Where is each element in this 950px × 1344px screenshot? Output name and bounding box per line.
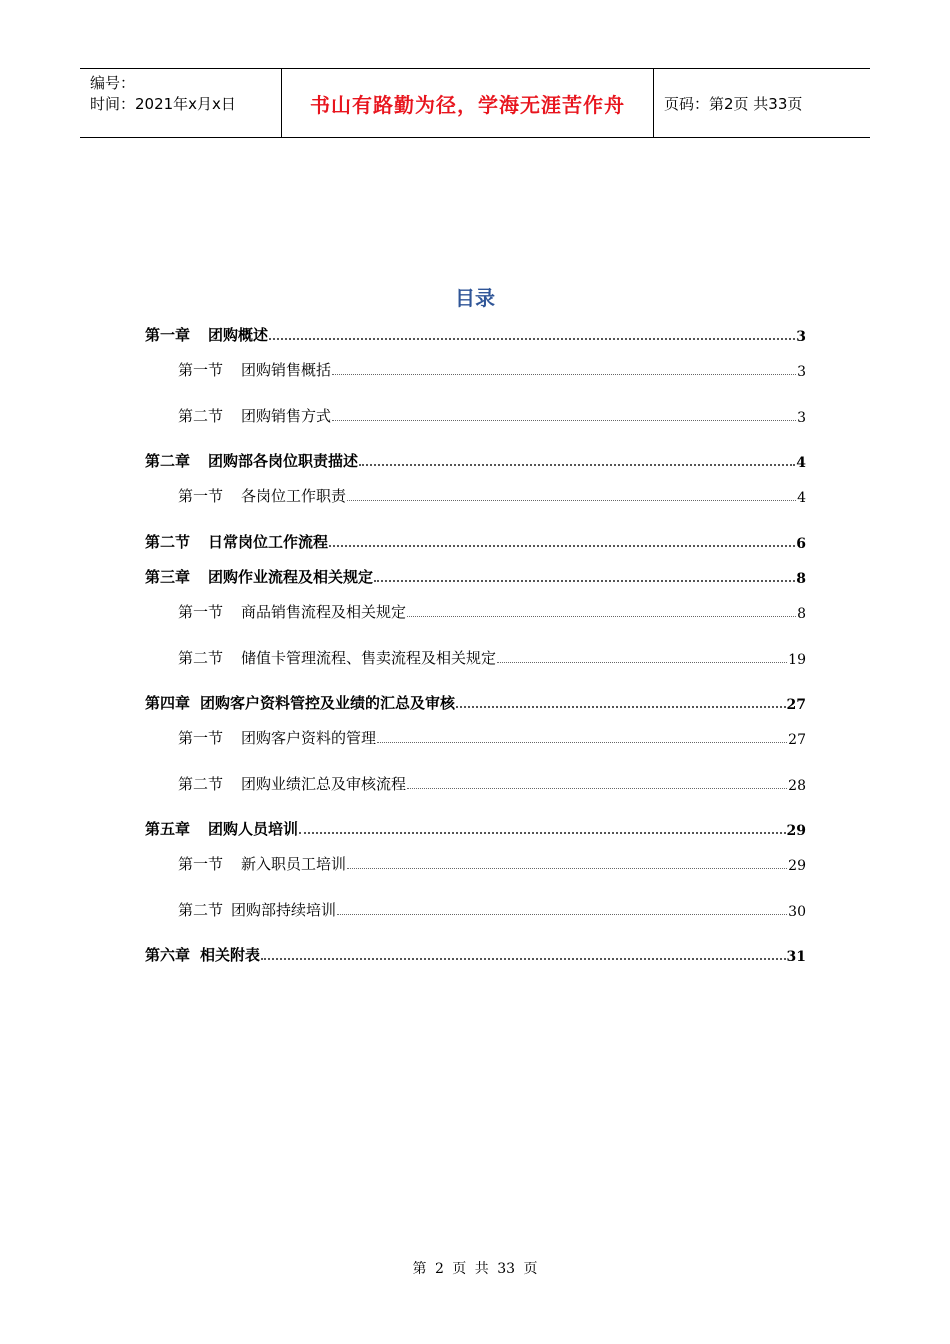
motto: 书山有路勤为径，学海无涯苦作舟 xyxy=(310,92,625,117)
header-mid-cell xyxy=(282,69,654,137)
toc-entry-title: 团购销售方式 xyxy=(241,407,332,425)
toc-leader-dots xyxy=(329,545,795,547)
toc-entry-title: 团购作业流程及相关规定 xyxy=(208,568,374,586)
toc-entry-title: 团购客户资料的管理 xyxy=(241,729,377,747)
toc-entry-page: 29 xyxy=(788,858,806,874)
toc-entry-title: 相关附表 xyxy=(200,946,261,964)
toc-entry-number: 第五章 xyxy=(145,820,191,838)
toc-entry-number: 第二章 xyxy=(145,452,191,470)
toc-entry-page: 30 xyxy=(788,904,806,920)
toc-entry-title: 团购概述 xyxy=(208,326,269,344)
toc-leader-dots xyxy=(456,706,785,708)
toc-leader-dots xyxy=(359,464,795,466)
toc-entry[interactable] xyxy=(145,323,806,345)
toc-entry-number: 第二节 xyxy=(145,533,191,551)
toc-entry-page: 8 xyxy=(796,571,806,587)
toc-entry-page: 4 xyxy=(797,490,806,506)
toc-leader-dots xyxy=(261,958,785,960)
toc-entry[interactable] xyxy=(145,817,806,839)
toc-entry-number: 第一节 xyxy=(178,361,224,379)
page-footer: 第 2 页 共 33 页 xyxy=(412,1261,538,1277)
toc-entry-page: 31 xyxy=(786,949,806,965)
toc-entry-title: 团购部持续培训 xyxy=(231,901,337,919)
toc-entry-page: 28 xyxy=(788,778,806,794)
toc-entry-number: 第一节 xyxy=(178,729,224,747)
toc-leader-dots xyxy=(299,832,785,834)
toc-entry-title: 团购业绩汇总及审核流程 xyxy=(241,775,407,793)
toc-entry[interactable] xyxy=(145,449,806,471)
toc-entry-title: 团购客户资料管控及业绩的汇总及审核 xyxy=(200,694,456,712)
toc-leader-dots xyxy=(332,374,796,375)
toc-entry-number: 第二节 xyxy=(178,407,224,425)
toc-entry[interactable] xyxy=(145,565,806,587)
toc-entry-page: 27 xyxy=(786,697,806,713)
toc-entry-number: 第一节 xyxy=(178,855,224,873)
toc-entry[interactable] xyxy=(178,358,806,380)
toc-leader-dots xyxy=(269,338,795,340)
toc-entry-page: 19 xyxy=(788,652,806,668)
header-right-cell xyxy=(654,69,870,137)
toc-title: 目录 xyxy=(455,286,495,310)
toc-entry[interactable] xyxy=(178,646,806,668)
toc-entry-number: 第二节 xyxy=(178,901,224,919)
toc-entry[interactable] xyxy=(178,898,806,920)
toc-entry[interactable] xyxy=(145,943,806,965)
toc-entry[interactable] xyxy=(178,484,806,506)
toc-entry-page: 4 xyxy=(796,455,806,471)
toc-leader-dots xyxy=(497,662,787,663)
code-label: 编号： xyxy=(90,74,136,92)
toc-entry-page: 29 xyxy=(786,823,806,839)
toc-entry[interactable] xyxy=(178,600,806,622)
toc-entry-title: 团购部各岗位职责描述 xyxy=(208,452,359,470)
toc-entry-title: 团购销售概括 xyxy=(241,361,332,379)
toc-entry[interactable] xyxy=(178,726,806,748)
toc-entry-number: 第二节 xyxy=(178,775,224,793)
toc-entry-title: 团购人员培训 xyxy=(208,820,299,838)
toc-entry[interactable] xyxy=(178,772,806,794)
toc-leader-dots xyxy=(374,580,795,582)
toc-entry-page: 3 xyxy=(796,329,806,345)
toc-entry-number: 第四章 xyxy=(145,694,191,712)
toc-entry-title: 日常岗位工作流程 xyxy=(208,533,329,551)
page-info: 页码：第2页 共33页 xyxy=(664,94,803,113)
toc-entry[interactable] xyxy=(178,852,806,874)
toc-entry-title: 各岗位工作职责 xyxy=(241,487,347,505)
toc-entry-number: 第一章 xyxy=(145,326,191,344)
date-line: 时间：2021年x月x日 xyxy=(90,95,236,113)
toc-entry-title: 新入职员工培训 xyxy=(241,855,347,873)
toc-entry-number: 第一节 xyxy=(178,603,224,621)
toc-leader-dots xyxy=(337,914,787,915)
toc-entry-page: 27 xyxy=(788,732,806,748)
toc-entry-page: 3 xyxy=(797,364,806,380)
toc-entry-number: 第六章 xyxy=(145,946,191,964)
toc-entry[interactable] xyxy=(145,691,806,713)
header-left-cell xyxy=(80,69,282,137)
toc-entry-page: 3 xyxy=(797,410,806,426)
toc-leader-dots xyxy=(332,420,796,421)
toc-entry-number: 第一节 xyxy=(178,487,224,505)
toc-entry[interactable] xyxy=(145,530,806,552)
toc-entry-number: 第二节 xyxy=(178,649,224,667)
toc-entry[interactable] xyxy=(178,404,806,426)
toc-entry-title: 商品销售流程及相关规定 xyxy=(241,603,407,621)
toc-leader-dots xyxy=(407,616,796,617)
toc-leader-dots xyxy=(407,788,787,789)
toc-entry-page: 8 xyxy=(797,606,806,622)
toc-entry-title: 储值卡管理流程、售卖流程及相关规定 xyxy=(241,649,497,667)
toc-entry-number: 第三章 xyxy=(145,568,191,586)
toc-leader-dots xyxy=(347,500,796,501)
page-header xyxy=(80,68,870,138)
toc-leader-dots xyxy=(377,742,787,743)
toc-leader-dots xyxy=(347,868,787,869)
toc-entry-page: 6 xyxy=(796,536,806,552)
